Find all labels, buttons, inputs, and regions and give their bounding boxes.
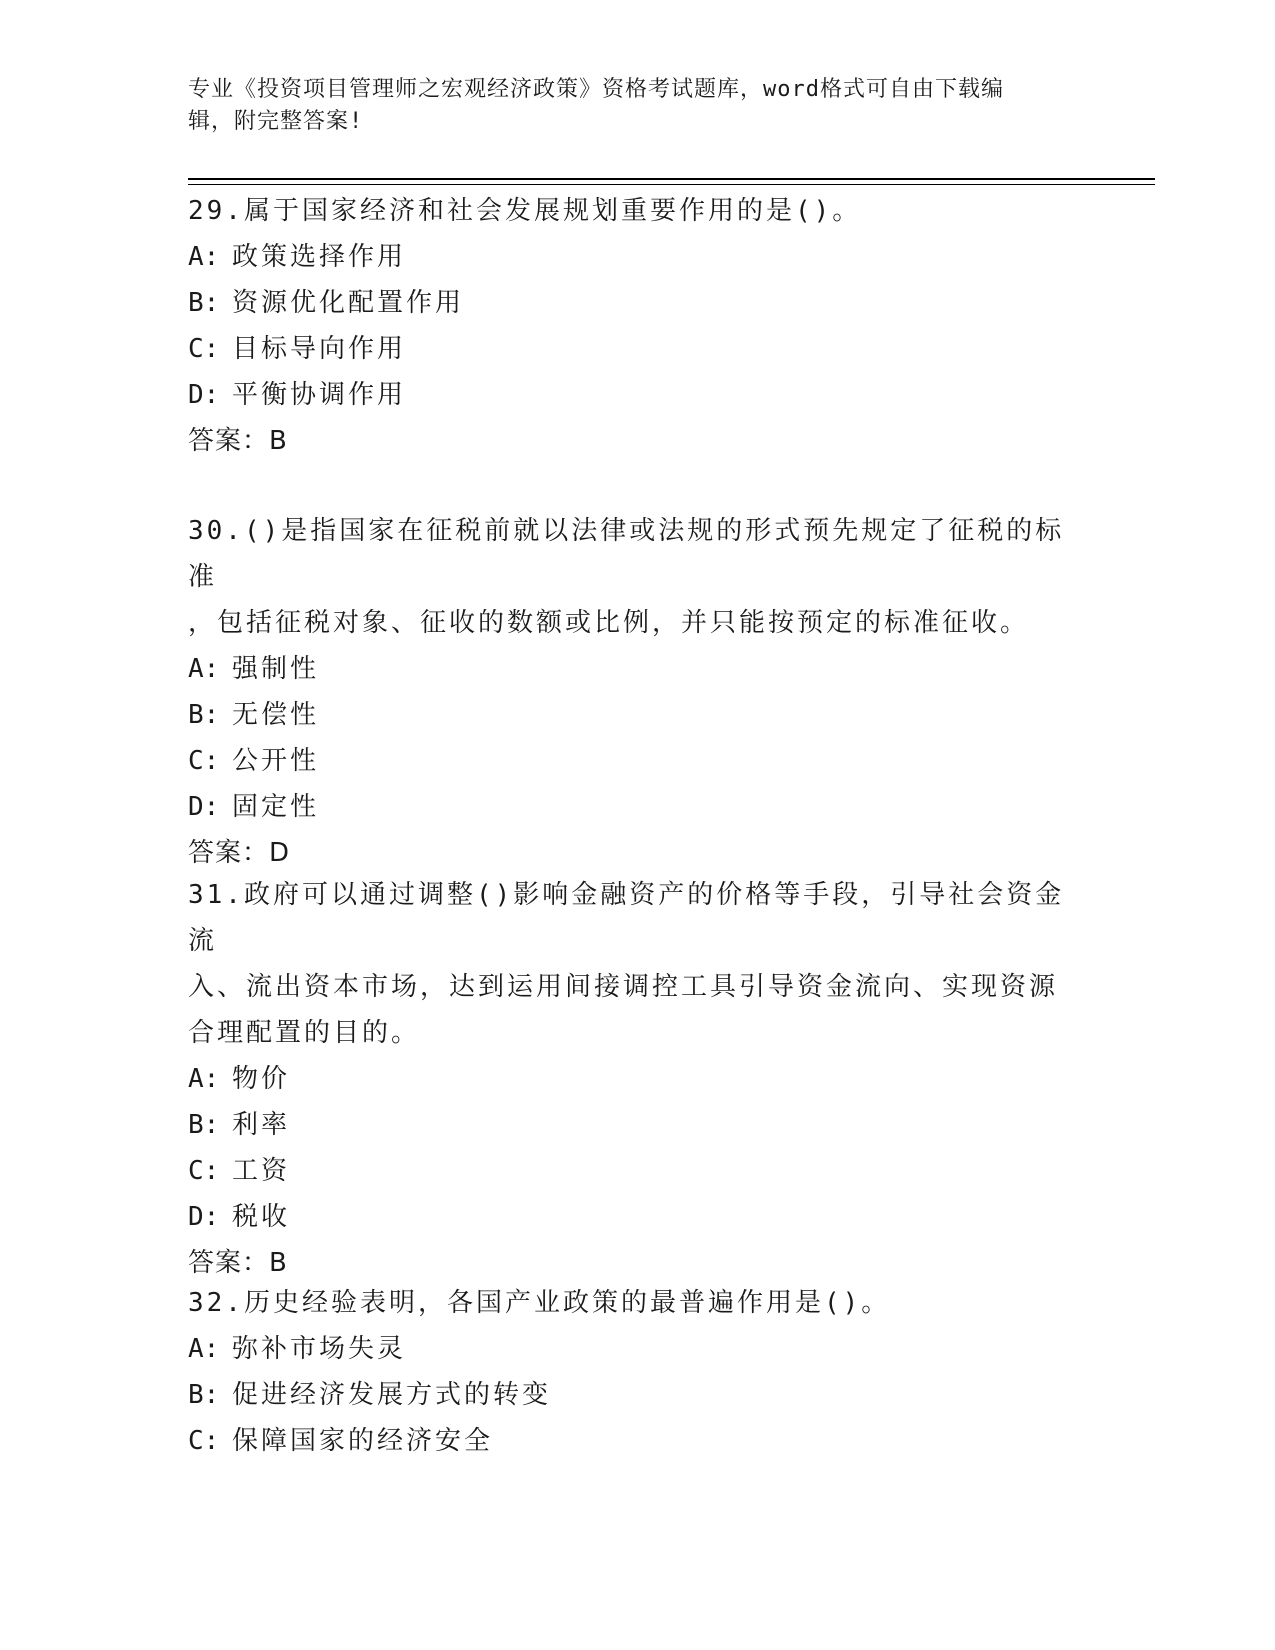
question-stem-line-2: 入、流出资本市场，达到运用间接调控工具引导资金流向、实现资源 <box>188 972 1059 1002</box>
option-a <box>188 1326 1078 1372</box>
option-text: 物价 <box>232 1064 291 1094</box>
option-key: D: <box>188 792 220 822</box>
option-key: B: <box>188 1380 220 1410</box>
option-key: C: <box>188 334 220 364</box>
option-text: 资源优化配置作用 <box>232 288 465 318</box>
answer-line: 答案：D <box>188 838 291 868</box>
option-key: C: <box>188 1426 220 1456</box>
option-a <box>188 1056 1078 1102</box>
option-text: 利率 <box>232 1110 291 1140</box>
document-header <box>188 74 1078 138</box>
question-stem-line-3: 合理配置的目的。 <box>188 1018 421 1048</box>
option-d <box>188 1194 1078 1240</box>
option-d <box>188 784 1078 830</box>
option-key: B: <box>188 288 220 318</box>
option-key: D: <box>188 1202 220 1232</box>
question-stem-line-1: 31.政府可以通过调整()影响金融资产的价格等手段，引导社会资金流 <box>188 880 1065 956</box>
option-b <box>188 1372 1078 1418</box>
question-29 <box>188 188 1078 464</box>
option-key: A: <box>188 242 220 272</box>
option-text: 税收 <box>232 1202 291 1232</box>
option-text: 保障国家的经济安全 <box>232 1426 494 1456</box>
option-key: A: <box>188 1064 220 1094</box>
answer-line: 答案：B <box>188 1248 288 1278</box>
header-divider-thick <box>188 178 1155 180</box>
question-30 <box>188 508 1078 876</box>
question-stem-line-1: 30.()是指国家在征税前就以法律或法规的形式预先规定了征税的标准 <box>188 516 1065 592</box>
option-key: D: <box>188 380 220 410</box>
question-stem: 29.属于国家经济和社会发展规划重要作用的是()。 <box>188 196 862 226</box>
option-key: A: <box>188 1334 220 1364</box>
option-b <box>188 692 1078 738</box>
option-text: 无偿性 <box>232 700 320 730</box>
option-text: 平衡协调作用 <box>232 380 407 410</box>
option-text: 工资 <box>232 1156 291 1186</box>
question-stem: 32.历史经验表明，各国产业政策的最普遍作用是()。 <box>188 1288 891 1318</box>
option-key: B: <box>188 1110 220 1140</box>
option-text: 政策选择作用 <box>232 242 407 272</box>
option-d <box>188 372 1078 418</box>
question-31 <box>188 872 1078 1286</box>
option-key: C: <box>188 746 220 776</box>
answer-line: 答案：B <box>188 426 288 456</box>
question-32 <box>188 1280 1078 1464</box>
question-stem-line-2: ，包括征税对象、征收的数额或比例，并只能按预定的标准征收。 <box>188 608 1030 638</box>
option-key: C: <box>188 1156 220 1186</box>
option-text: 公开性 <box>232 746 320 776</box>
option-text: 固定性 <box>232 792 320 822</box>
header-line-2: 辑，附完整答案! <box>188 109 364 134</box>
option-c <box>188 1418 1078 1464</box>
option-c <box>188 1148 1078 1194</box>
option-text: 弥补市场失灵 <box>232 1334 407 1364</box>
option-text: 强制性 <box>232 654 320 684</box>
option-c <box>188 738 1078 784</box>
option-text: 促进经济发展方式的转变 <box>232 1380 552 1410</box>
option-key: B: <box>188 700 220 730</box>
header-line-1: 专业《投资项目管理师之宏观经济政策》资格考试题库，word格式可自由下载编 <box>188 77 1004 102</box>
option-key: A: <box>188 654 220 684</box>
option-b <box>188 280 1078 326</box>
option-b <box>188 1102 1078 1148</box>
option-text: 目标导向作用 <box>232 334 407 364</box>
option-c <box>188 326 1078 372</box>
header-divider-thin <box>188 184 1155 185</box>
option-a <box>188 234 1078 280</box>
option-a <box>188 646 1078 692</box>
